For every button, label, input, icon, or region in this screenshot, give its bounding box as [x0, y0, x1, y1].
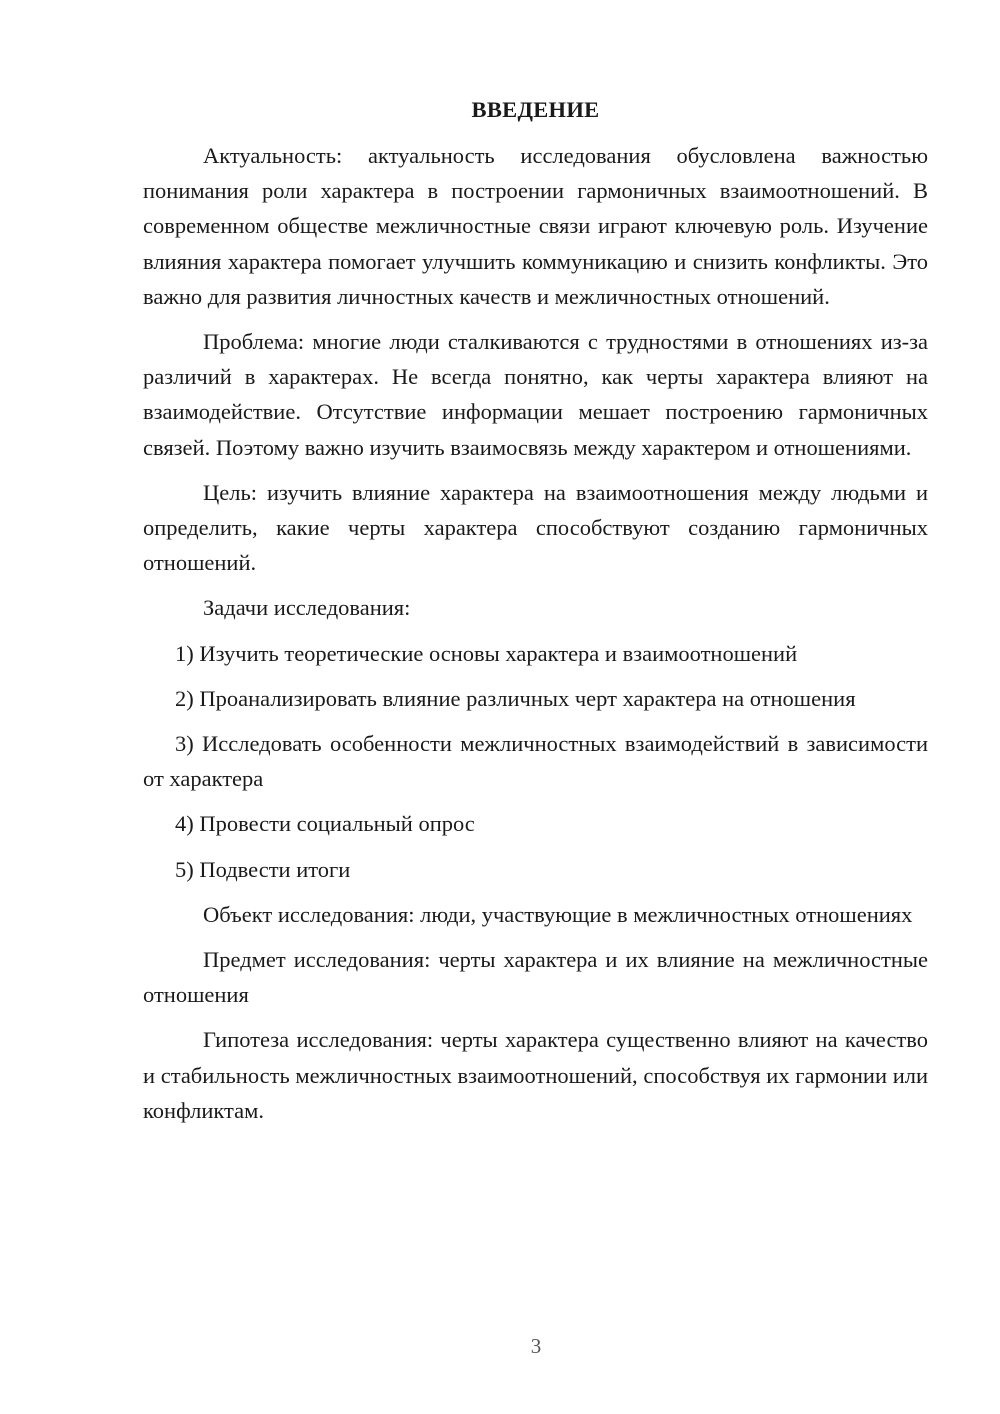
task-item-4: 4) Провести социальный опрос: [175, 811, 475, 837]
task-item-5: 5) Подвести итоги: [175, 856, 351, 882]
task-item-2: 2) Проанализировать влияние различных черт характера на отношения: [175, 685, 856, 711]
task-item-1: 1) Изучить теоретические основы характера и взаимоотношений: [175, 640, 798, 666]
tasks-title: Задачи исследования:: [203, 595, 411, 621]
section-heading: ВВЕДЕНИЕ: [471, 97, 600, 122]
paragraph-goal: Цель: изучить влияние характера на взаимоотношения между людьми и определить, какие черты характера способствуют созданию гармоничных отношений.: [143, 479, 928, 576]
task-item-3: 3) Исследовать особенности межличностных взаимодействий в зависимости от характера: [143, 731, 928, 792]
document-body: [143, 94, 928, 1138]
paragraph-relevance: Актуальность: актуальность исследования обусловлена важностью понимания роли характера в построении гармоничных взаимоотношений. В современном обществе межличностные связи играют ключевую роль. Изучение влияния характера помогает улучшить коммуникацию и снизить конфликты. Это важно для развития личностных качеств и межличностных отношений.: [143, 143, 928, 309]
paragraph-hypothesis: Гипотеза исследования: черты характера существенно влияют на качество и стабильность межличностных взаимоотношений, способствуя их гармонии или конфликтам.: [143, 1027, 928, 1123]
paragraph-object: Объект исследования: люди, участвующие в межличностных отношениях: [203, 901, 913, 927]
paragraph-subject: Предмет исследования: черты характера и их влияние на межличностные отношения: [143, 947, 928, 1008]
page-number: 3: [530, 1334, 542, 1358]
paragraph-problem: Проблема: многие люди сталкиваются с трудностями в отношениях из-за различий в характерах. Не всегда понятно, как черты характера влияют на взаимодействие. Отсутствие информации мешает построению гармоничных связей. Поэтому важно изучить взаимосвязь между характером и отношениями.: [143, 329, 928, 460]
